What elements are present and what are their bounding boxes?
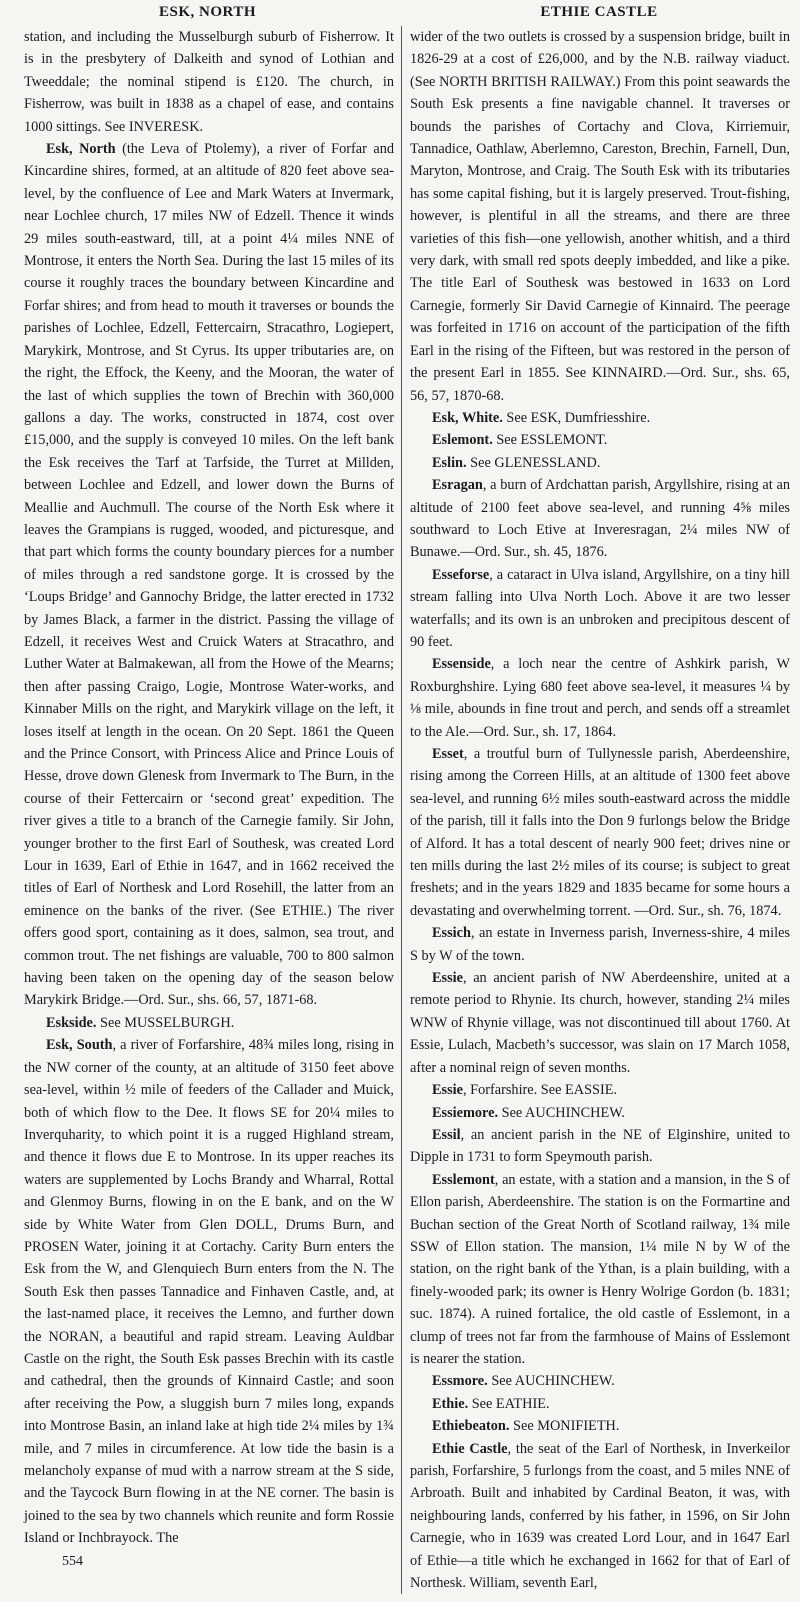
continued-paragraph — [24, 26, 394, 138]
gazetteer-entry — [410, 407, 790, 429]
entry-heading: Eslin. — [432, 454, 467, 471]
running-header-right: ETHIE CASTLE — [540, 4, 658, 20]
entry-heading: Esk, North — [46, 141, 116, 158]
gazetteer-entry — [410, 1079, 790, 1101]
entry-heading: Eskside. — [46, 1014, 97, 1031]
entry-text: , Forfarshire. See EASSIE. — [462, 1082, 618, 1099]
entry-heading: Esseforse — [432, 566, 490, 583]
gazetteer-entry — [24, 1034, 394, 1549]
entry-text: See GLENESSLAND. — [470, 454, 601, 471]
columns — [20, 26, 790, 1594]
entry-text: See AUCHINCHEW. — [491, 1373, 615, 1390]
gazetteer-entry — [410, 1415, 790, 1437]
entry-heading: Ethiebeaton. — [432, 1418, 510, 1435]
entry-heading: Esslemont — [432, 1171, 495, 1188]
gazetteer-entry — [410, 1169, 790, 1371]
entry-text: , an ancient parish of NW Aberdeenshire, united at a remote period to Rhynie. Its church, however, standing 2¼ miles WNW of Rhynie village, was not discontinued till about 1760. At Essie, Lulach, Macbeth’s successor, was slain on 17 March 1058, after a nominal reign of seven months. — [410, 970, 790, 1076]
entry-heading: Essmore. — [432, 1373, 488, 1390]
entry-text: , a troutful burn of Tullynessle parish, Aberdeenshire, rising among the Correen Hills, at an altitude of 1300 feet above sea-level, and running 6½ miles south-eastward across the middle of the parish, till it falls into the Don 9 furlongs below the Bridge of Alford. It has a total descent of nearly 900 feet; drives nine or ten mills during the last 2½ miles of its course; is subject to great freshets; and in the years 1829 and 1835 became for some hours a devastating and overwhelming torrent. —Ord. Sur., sh. 76, 1874. — [410, 746, 790, 919]
entry-text: See EATHIE. — [471, 1395, 550, 1412]
entry-heading: Essich — [432, 925, 471, 942]
entry-text: , an estate, with a station and a mansion, in the S of Ellon parish, Aberdeenshire. The station is on the Formartine and Buchan section of the Great North of Scotland railway, 1¾ mile SSW of Ellon station. The mansion, 1¼ mile N by W of the station, on the right bank of the Ythan, is a plain building, with a finely-wooded park; its owner is Henry Wolrige Gordon (b. 1831; suc. 1874). A ruined fortalice, the old castle of Esslemont, in a clump of trees not far from the farmhouse of Mains of Esslemont is nearer the station. — [410, 1171, 790, 1367]
right-column-text — [410, 26, 790, 1594]
entry-heading: Essie — [432, 1082, 463, 1099]
entry-heading: Esk, South — [46, 1037, 113, 1054]
gazetteer-entry — [410, 922, 790, 967]
page-number: 554 — [62, 1553, 83, 1569]
gazetteer-entry — [410, 1102, 790, 1124]
entry-text: See AUCHINCHEW. — [501, 1104, 625, 1121]
entry-text: See ESSLEMONT. — [496, 432, 608, 449]
gazetteer-entry — [24, 138, 394, 1012]
gazetteer-entry — [410, 967, 790, 1079]
entry-text: , a river of Forfarshire, 48¾ miles long, rising in the NW corner of the county, at an altitude of 3150 feet above sea-level, within ½ mile of feeders of the Callader and Muick, both of which flow to the Dee. It flows SE for 20¼ miles to Inverquharity, to which point it is a rugged Highland stream, and thence it flows due E to Montrose. In its upper reaches its waters are supplemented by Lochs Brandy and Wharral, Rottal and Glenmoy Burns, flowing in on the E bank, and on the W side by White Water from Glen DOLL, Drums Burn, and PROSEN Water, joining it at Cortachy. Carity Burn enters the Esk from the W, and Glenquiech Burn enters from the N. The South Esk then passes Tannadice and Finhaven Castle, and, at the last-named place, it receives the Lemno, and further down the NORAN, a beautiful and rapid stream. Leaving Auldbar Castle on the right, the South Esk passes Brechin with its castle and cathedral, then the grounds of Kinnaird Castle; and soon after receiving the Pow, a sluggish burn 7 miles long, expands into Montrose Basin, an inland lake at high tide 2¼ miles by 1¾ mile, and 7 miles in circumference. At low tide the basin is a melancholy expanse of mud with a narrow stream at the S side, and the Taycock Burn flowing in at the NE corner. The basin is joined to the sea by two channels which reunite and form Rossie Island or Inchbrayock. The — [24, 1037, 394, 1547]
entry-heading: Esk, White. — [432, 409, 503, 426]
entry-text: See MUSSELBURGH. — [100, 1014, 235, 1031]
entry-text: station, and including the Musselburgh suburb of Fisherrow. It is in the presbytery of Dalkeith and synod of Lothian and Tweeddale; the nominal stipend is £120. The church, in Fisherrow, was built in 1838 as a chapel of ease, and contains 1000 sittings. See INVERESK. — [24, 29, 394, 135]
entry-heading: Esset — [432, 746, 464, 762]
gazetteer-entry — [410, 1124, 790, 1169]
entry-text: wider of the two outlets is crossed by a suspension bridge, built in 1826-29 at a cost of £26,000, and by the N.B. railway viaduct. (See NORTH BRITISH RAILWAY.) From this point seawards the South Esk presents a fine navigable channel. It traverses or bounds the parishes of Cortachy and Clova, Kirriemuir, Tannadice, Oathlaw, Aberlemno, Careston, Brechin, Farnell, Dun, Maryton, Montrose, and Craig. The South Esk with its tributaries has some capital fishing, but it is largely preserved. Trout-fishing, however, is plentiful in all the streams, and there are three varieties of this fish—one yellowish, another whitish, and a third very dark, with small red spots deeply imbedded, and like a pike. The title Earl of Southesk was bestowed in 1633 on Lord Carnegie, formerly Sir David Carnegie of Kinnaird. The peerage was forfeited in 1716 on account of the participation of the fifth Earl in the rising of the Fifteen, but was restored in the person of the present Earl in 1855. See KINNAIRD.—Ord. Sur., shs. 65, 56, 57, 1870-68. — [410, 29, 790, 404]
entry-text: , a cataract in Ulva island, Argyllshire, on a tiny hill stream falling into Ulva North Loch. Above it are two lesser waterfalls; and its own is an unbroken and precipitous descent of 90 feet. — [410, 566, 790, 650]
entry-text: (the Leva of Ptolemy), a river of Forfar and Kincardine shires, formed, at an altitude of 820 feet above sea-level, by the confluence of Lee and Mark Waters at Invermark, near Lochlee church, 17 miles NW of Edzell. Thence it winds 29 miles south-eastward, till, at a point 4¼ miles NNE of Montrose, it enters the North Sea. During the last 15 miles of its course it roughly traces the boundary between Kincardine and Forfar shires; and from head to mouth it traverses or bounds the parishes of Lochlee, Edzell, Fettercairn, Stracathro, Logiepert, Marykirk, Montrose, and St Cyrus. Its upper tributaries are, on the right, the Effock, the Keeny, and the Mooran, the water of the last of which supplies the town of Brechin with 360,000 gallons a day. The works, constructed in 1874, cost over £15,000, and the supply is conveyed 10 miles. On the left bank the Esk receives the Tarf at Tarfside, the Turret at Millden, between Lochlee and Edzell, and lower down the Burns of Meallie and Auchmull. The course of the North Esk where it leaves the Grampians is rugged, wooded, and picturesque, and that part which forms the county boundary pierces for a number of miles through a red sandstone gorge. It is crossed by the ‘Loups Bridge’ and Gannochy Bridge, the latter erected in 1732 by James Black, a farmer in the district. Passing the village of Edzell, it receives West and Cruick Waters at Stracathro, and Luther Water at Balmakewan, all from the Howe of the Mearns; then after passing Craigo, Logie, Montrose Water-works, and Kinnaber Mills on the right, and Marykirk village on the left, it loses itself at length in the ocean. On 20 Sept. 1861 the Queen and the Prince Consort, with Princess Alice and Prince Louis of Hesse, drove down Glenesk from Invermark to The Burn, in the course of their Fettercairn or ‘second great’ expedition. The river gives a title to a branch of the Carnegie family. Sir John, younger brother to the first Earl of Southesk, was created Lord Lour in 1639, Earl of Ethie in 1647, and in 1662 received the titles of Earl of Northesk and Lord Rosehill, the latter from an eminence on the banks of the river. (See ETHIE.) The river offers good sport, containing as it does, salmon, sea trout, and common trout. The net fishings are valuable, 700 to 800 salmon having been taken on the opening day of the season below Marykirk Bridge.—Ord. Sur., shs. 66, 57, 1871-68. — [24, 141, 394, 1009]
left-column — [20, 26, 401, 1594]
gazetteer-entry — [410, 1370, 790, 1392]
gazetteer-entry — [410, 429, 790, 451]
gazetteer-entry — [410, 1438, 790, 1595]
right-column — [402, 26, 790, 1594]
gazetteer-entry — [410, 743, 790, 922]
entry-heading: Essie — [432, 970, 463, 987]
entry-text: , an ancient parish in the NE of Elginshire, united to Dipple in 1731 to form Speymouth parish. — [410, 1126, 790, 1166]
entry-text: See ESK, Dumfriesshire. — [506, 409, 651, 426]
gazetteer-entry — [410, 564, 790, 654]
running-header — [20, 2, 790, 22]
gazetteer-entry — [410, 452, 790, 474]
entry-heading: Eslemont. — [432, 432, 493, 449]
continued-paragraph — [410, 26, 790, 407]
left-column-text — [24, 26, 394, 1550]
gazetteer-entry — [410, 1393, 790, 1415]
entry-text: , an estate in Inverness parish, Inverness-shire, 4 miles S by W of the town. — [410, 925, 790, 964]
entry-heading: Ethie Castle — [432, 1440, 508, 1457]
entry-text: , the seat of the Earl of Northesk, in Inverkeilor parish, Forfarshire, 5 furlongs from the coast, and 5 miles NNE of Arbroath. Built and inhabited by Cardinal Beaton, it was, with neighbouring lands, conferred by his father, in 1596, on Sir John Carnegie, who in 1639 was created Lord Lour, and in 1647 Earl of Ethie—a title which he exchanged in 1662 for that of Earl of Northesk. William, seventh Earl, — [410, 1440, 790, 1592]
gazetteer-entry — [24, 1012, 394, 1034]
entry-heading: Ethie. — [432, 1395, 469, 1412]
running-header-left: ESK, NORTH — [159, 4, 256, 20]
gazetteer-entry — [410, 653, 790, 743]
entry-heading: Essiemore. — [432, 1104, 499, 1121]
gazetteer-entry — [410, 474, 790, 564]
entry-text: , a loch near the centre of Ashkirk parish, W Roxburghshire. Lying 680 feet above sea-level, it measures ¼ by ⅛ mile, abounds in fine trout and perch, and sends off a streamlet to the Ale.—Ord. Sur., sh. 17, 1864. — [410, 656, 790, 740]
entry-text: , a burn of Ardchattan parish, Argyllshire, rising at an altitude of 2100 feet above sea-level, and running 4⅝ miles southward to Loch Etive at Inveresragan, 2¼ miles NW of Bunawe.—Ord. Sur., sh. 45, 1876. — [410, 477, 790, 561]
entry-heading: Essil — [432, 1126, 461, 1143]
entry-text: See MONIFIETH. — [513, 1418, 620, 1435]
entry-heading: Esragan — [432, 477, 483, 494]
entry-heading: Essenside — [432, 656, 491, 673]
